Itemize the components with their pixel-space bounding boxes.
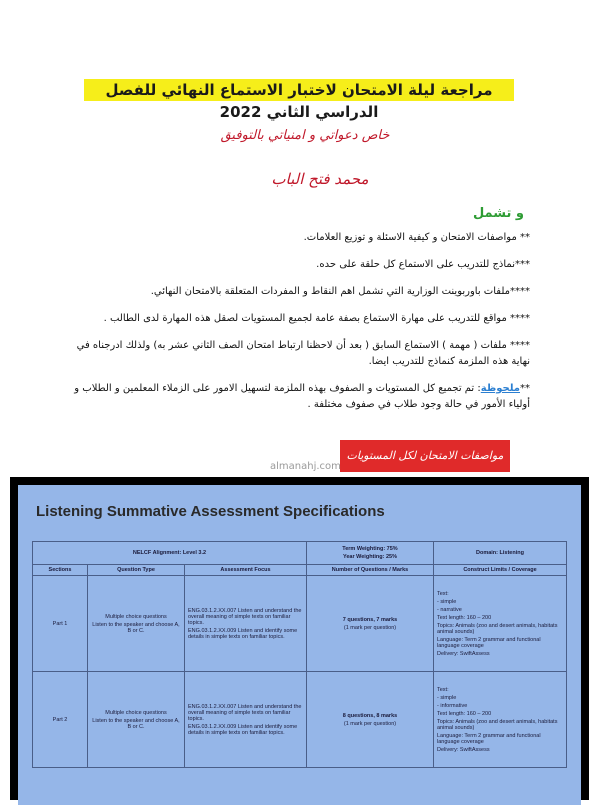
- note: **ملحوظة: تم تجميع كل المستويات و الصفوف بهذه الملزمة لتسهيل الامور على الزملاء المعلمين و الطلاب و أولياء الأمور في حالة وجود طلاب في صفوف مختلفة .: [74, 383, 530, 410]
- note-label: ملحوظة: [480, 383, 520, 394]
- question-type-cell: [88, 672, 185, 768]
- language: Language: Term 2 grammar and functional language coverage: [437, 636, 541, 649]
- text-attr: - simple: [437, 598, 457, 605]
- focus-cell: [185, 672, 307, 768]
- list-item: **** مواقع للتدريب على مهارة الاستماع بصفة عامة لجميع المستويات لصقل هذه المهارة لدى الطالب .: [103, 313, 530, 324]
- signature-line: خاص دعواتي و امنياتي بالتوفيق: [220, 128, 390, 143]
- col-header: Assessment Focus: [185, 565, 307, 576]
- marks-cell: [307, 672, 434, 768]
- text-length: Text length: 160 – 200: [437, 614, 492, 621]
- list-item: **** ملفات ( مهمة ) الاستماع السابق ( بعد أن لاحظنا ارتباط امتحان الصف الثاني عشر به) ولذلك ادرجناه في نهاية هذه الملزمة كنماذج للتدريب ايضا.: [76, 340, 530, 367]
- note-text: : تم تجميع كل المستويات و الصفوف بهذه الملزمة لتسهيل الامور على الزملاء المعلمين و الطلاب و أولياء الأمور في حالة وجود طلاب في صفوف مختلفة .: [74, 383, 530, 410]
- text-attr: - informative: [437, 702, 468, 709]
- specs-badge: مواصفات الامتحان لكل المستويات: [340, 440, 510, 472]
- spec-table: [32, 541, 567, 768]
- domain-header: Domain: Listening: [434, 542, 567, 565]
- language: Language: Term 2 grammar and functional language coverage: [437, 732, 541, 745]
- focus-cell: [185, 576, 307, 672]
- col-header: Number of Questions / Marks: [307, 565, 434, 576]
- page-title: مراجعة ليلة الامتحان لاختبار الاستماع النهائي للفصل الدراسي الثاني 2022: [84, 79, 514, 101]
- col-header: Sections: [33, 565, 88, 576]
- table-row: [33, 576, 567, 672]
- term-weighting: Term Weighting: 75%: [342, 546, 398, 552]
- text-length: Text length: 160 – 200: [437, 710, 492, 717]
- marks-per: (1 mark per question): [343, 624, 397, 631]
- spec-panel: [18, 485, 581, 805]
- question-instruction: Listen to the speaker and choose A, B or C.: [92, 717, 180, 730]
- coverage-cell: [434, 576, 567, 672]
- marks-cell: [307, 576, 434, 672]
- weighting-header: [307, 542, 434, 565]
- question-type: Multiple choice questions: [105, 709, 167, 716]
- coverage-cell: [434, 672, 567, 768]
- table-row: [33, 672, 567, 768]
- alignment-header: NELCF Alignment: Level 3.2: [33, 542, 307, 565]
- delivery: Delivery: SwiftAssess: [437, 650, 490, 657]
- section-cell: Part 1: [33, 576, 88, 672]
- focus-item: ENG.03.1.2.XX.009 Listen and identify some details in simple texts on familiar topics.: [188, 627, 298, 640]
- includes-label: و تشمل: [472, 206, 524, 221]
- topics: Topics: Animals (zoo and desert animals, habitats animal sounds): [437, 622, 558, 635]
- col-header: Question Type: [88, 565, 185, 576]
- question-count: 7 questions, 7 marks: [342, 616, 398, 623]
- text-label: Text:: [437, 686, 449, 693]
- spec-image-frame: [10, 477, 589, 800]
- list-item: ***نماذج للتدريب على الاستماع كل حلقة على حده.: [316, 259, 530, 270]
- text-attr: - simple: [437, 694, 457, 701]
- question-type: Multiple choice questions: [105, 613, 167, 620]
- watermark: almanahj.com: [270, 461, 341, 472]
- delivery: Delivery: SwiftAssess: [437, 746, 490, 753]
- focus-item: ENG.03.1.2.XX.007 Listen and understand the overall meaning of simple texts on familiar topics.: [188, 607, 302, 626]
- contents-list: [60, 230, 530, 424]
- marks-per: (1 mark per question): [343, 720, 397, 727]
- text-label: Text:: [437, 590, 449, 597]
- section-cell: Part 2: [33, 672, 88, 768]
- spec-heading: Listening Summative Assessment Specifications: [36, 503, 385, 520]
- col-header: Construct Limits / Coverage: [434, 565, 567, 576]
- topics: Topics: Animals (zoo and desert animals, habitats animal sounds): [437, 718, 558, 731]
- question-type-cell: [88, 576, 185, 672]
- list-item: ** مواصفات الامتحان و كيفية الاسئلة و توزيع العلامات.: [303, 232, 530, 243]
- question-count: 8 questions, 8 marks: [342, 712, 398, 719]
- question-instruction: Listen to the speaker and choose A, B or C.: [92, 621, 180, 634]
- signature-name: محمد فتح الباب: [271, 170, 369, 188]
- focus-item: ENG.03.1.2.XX.007 Listen and understand the overall meaning of simple texts on familiar topics.: [188, 703, 302, 722]
- text-attr: - narrative: [437, 606, 462, 613]
- year-weighting: Year Weighting: 25%: [343, 554, 397, 560]
- focus-item: ENG.03.1.2.XX.009 Listen and identify some details in simple texts on familiar topics.: [188, 723, 298, 736]
- list-item: ****ملفات باوربوينت الوزارية التي تشمل اهم النقاط و المفردات المتعلقة بالامتحان النهائي.: [150, 286, 530, 297]
